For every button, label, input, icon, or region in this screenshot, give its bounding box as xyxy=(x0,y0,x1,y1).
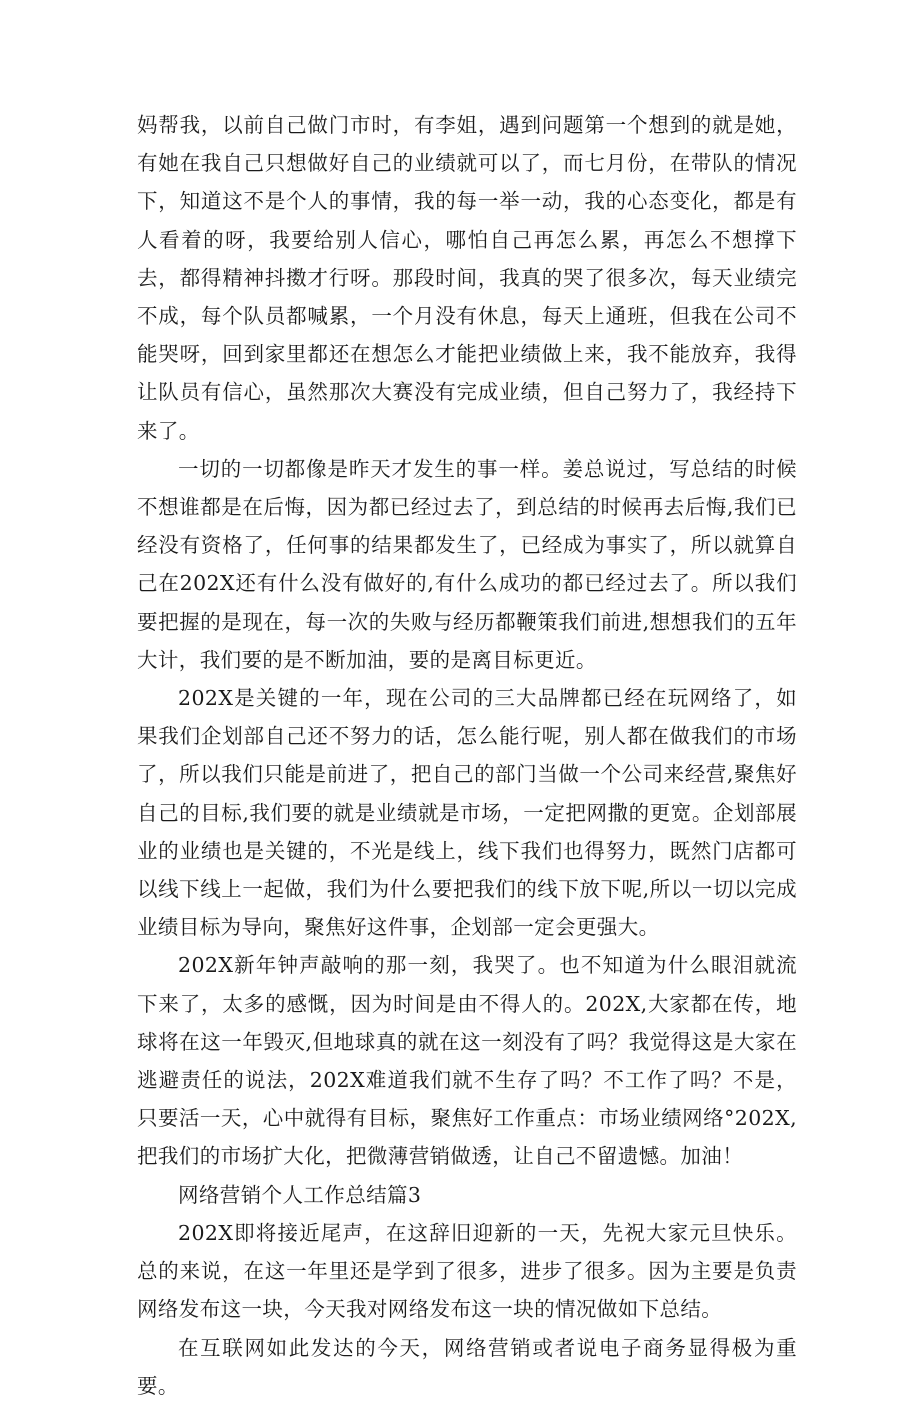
paragraph-continuation: 妈帮我，以前自己做门市时，有李姐，遇到问题第一个想到的就是她，有她在我自己只想做好自己的业绩就可以了，而七月份，在带队的情况下，知道这不是个人的事情，我的每一举一动，我的心态变化，都是有人看着的呀，我要给别人信心，哪怕自己再怎么累，再怎么不想撑下去，都得精神抖擞才行呀。那段时间，我真的哭了很多次，每天业绩完不成，每个队员都喊累，一个月没有休息，每天上通班，但我在公司不能哭呀，回到家里都还在想怎么才能把业绩做上来，我不能放弃，我得让队员有信心，虽然那次大赛没有完成业绩，但自己努力了，我经持下来了。 xyxy=(137,113,797,443)
paragraph-internet: 在互联网如此发达的今天，网络营销或者说电子商务显得极为重要。 xyxy=(137,1335,797,1398)
paragraph-year-end: 202X即将接近尾声，在这辞旧迎新的一天，先祝大家元旦快乐。总的来说，在这一年里还是学到了很多，进步了很多。因为主要是负责网络发布这一块，今天我对网络发布这一块的情况做如下总结。 xyxy=(137,1220,797,1322)
paragraph-reflection: 一切的一切都像是昨天才发生的事一样。姜总说过，写总结的时候不想谁都是在后悔，因为都已经过去了，到总结的时候再去后悔,我们已经没有资格了，任何事的结果都发生了，已经成为事实了，所以就算自己在202X还有什么没有做好的,有什么成功的都已经过去了。所以我们要把握的是现在，每一次的失败与经历都鞭策我们前进,想想我们的五年大计，我们要的是不断加油，要的是离目标更近。 xyxy=(137,456,797,672)
paragraph-key-year: 202X是关键的一年，现在公司的三大品牌都已经在玩网络了，如果我们企划部自己还不努力的话，怎么能行呢，别人都在做我们的市场了，所以我们只能是前进了，把自己的部门当做一个公司来经营,聚焦好自己的目标,我们要的就是业绩就是市场，一定把网撒的更宽。企划部展业的业绩也是关键的，不光是线上，线下我们也得努力，既然门店都可以线下线上一起做，我们为什么要把我们的线下放下呢,所以一切以完成业绩目标为导向，聚焦好这件事，企划部一定会更强大。 xyxy=(137,686,797,940)
paragraph-new-year: 202X新年钟声敲响的那一刻，我哭了。也不知道为什么眼泪就流下来了，太多的感慨，因为时间是由不得人的。202X,大家都在传，地球将在这一年毁灭,但地球真的就在这一刻没有了吗？我觉得这是大家在逃避责任的说法，202X难道我们就不生存了吗？不工作了吗？不是，只要活一天，心中就得有目标，聚焦好工作重点：市场业绩网络°202X,把我们的市场扩大化，把微薄营销做透，让自己不留遗憾。加油！ xyxy=(137,953,797,1169)
section-heading: 网络营销个人工作总结篇3 xyxy=(178,1182,422,1207)
document-body xyxy=(137,106,797,1405)
